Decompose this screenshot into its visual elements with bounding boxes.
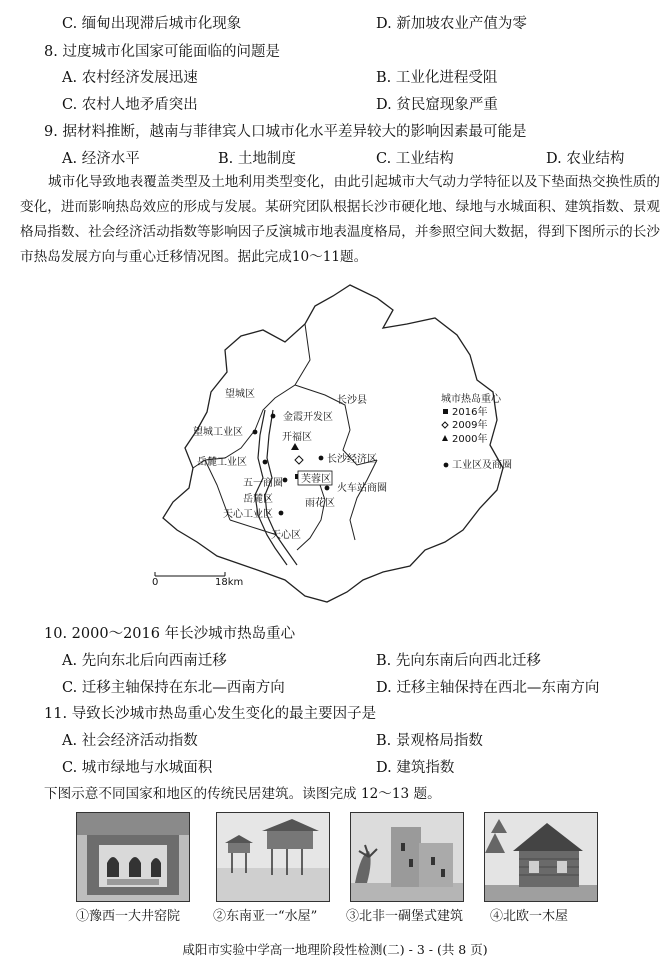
legend-title: 城市热岛重心 [441, 394, 501, 405]
district-boundary [350, 460, 377, 540]
q10-stem: 10. 2000～2016 年长沙城市热岛重心 [44, 626, 296, 642]
q8-option-d: D. 贫民窟现象严重 [376, 97, 498, 113]
legend-2009: 2009年 [452, 420, 488, 431]
scale-zero: 0 [152, 577, 159, 588]
q8-option-b: B. 工业化进程受阻 [376, 70, 498, 86]
passage-dwellings: 下图示意不同国家和地区的传统民居建筑。读图完成 12～13 题。 [44, 786, 441, 802]
caption-photo-2: ②东南亚一“水屋” [213, 909, 318, 924]
caption-photo-3: ③北非一碉堡式建筑 [346, 909, 464, 924]
caption-photo-4: ④北欧一木屋 [490, 909, 569, 924]
label-tianxin: 天心区 [271, 530, 301, 541]
q10-option-b: B. 先向东南后向西北迁移 [376, 653, 541, 669]
label-furong: 芙蓉区 [301, 474, 331, 485]
industry-dot [253, 430, 258, 435]
label-yuelu: 岳麓区 [243, 494, 273, 505]
legend-industry-marker [444, 463, 449, 468]
label-yuhua-1: 雨花区 [305, 498, 335, 509]
scale-distance: 18km [215, 577, 244, 588]
caption-photo-1: ①豫西一大井窑院 [76, 909, 181, 924]
q9-option-b: B. 土地制度 [218, 151, 296, 167]
industry-dot [271, 414, 276, 419]
label-changsha-county: 长沙县 [337, 395, 367, 406]
label-yuelu-industrial: 岳麓工业区 [197, 457, 247, 468]
legend-2000: 2000年 [452, 434, 488, 445]
label-kaifu: 开福区 [282, 432, 312, 443]
legend-2016-marker [443, 409, 448, 414]
q9-option-d: D. 农业结构 [546, 151, 625, 167]
q7-option-c: C. 缅甸出现滞后城市化现象 [62, 16, 242, 32]
industry-dot [283, 478, 288, 483]
photo-wooden-house [484, 812, 598, 902]
q11-option-b: B. 景观格局指数 [376, 733, 483, 749]
q10-option-a: A. 先向东北后向西南迁移 [62, 653, 227, 669]
q7-option-d: D. 新加坡农业产值为零 [376, 16, 527, 32]
passage-heat-island: 城市化导致地表覆盖类型及土地利用类型变化，由此引起城市大气动力学特征以及下垫面热交换性质的变化，进而影响热岛效应的形成与发展。某研究团队根据长沙市硬化地、绿地与水城面积、建筑指数、景观格局指数、社会经济活动指数等影响因子反演城市地表温度格局，并参照空间大数据，得到下图所示的长沙市热岛发展方向与重心迁移情况图。据此完成10～11题。 [20, 174, 660, 265]
label-wangcheng-industrial: 望城工业区 [193, 427, 243, 438]
page-footer: 咸阳市实验中学高一地理阶段性检测(二) - 3 - (共 8 页) [182, 942, 488, 957]
changsha-heat-island-map [145, 280, 525, 605]
photo-fortress-building [350, 812, 464, 902]
legend-2009-marker [442, 422, 448, 428]
label-wangcheng: 望城区 [225, 389, 255, 400]
label-wuyi: 五一商圈 [243, 478, 283, 489]
label-econ-zone: 长沙经济区 [327, 454, 377, 465]
q8-option-a: A. 农村经济发展迅速 [62, 70, 198, 86]
photo-cave-dwelling [76, 812, 190, 902]
centroid-2000 [291, 443, 299, 450]
centroid-2009 [295, 456, 303, 464]
q8-option-c: C. 农村人地矛盾突出 [62, 97, 198, 113]
q8-stem: 8. 过度城市化国家可能面临的问题是 [44, 44, 280, 60]
industry-dot [325, 486, 330, 491]
q10-option-d: D. 迁移主轴保持在西北—东南方向 [376, 680, 600, 696]
industry-dot [319, 456, 324, 461]
q10-option-c: C. 迁移主轴保持在东北—西南方向 [62, 680, 285, 696]
q9-option-c: C. 工业结构 [376, 151, 454, 167]
industry-dot [263, 460, 268, 465]
label-jinxia: 金霞开发区 [283, 412, 333, 423]
q11-option-d: D. 建筑指数 [376, 760, 455, 776]
q11-option-c: C. 城市绿地与水城面积 [62, 760, 213, 776]
legend-2016: 2016年 [452, 407, 488, 418]
district-boundary [297, 478, 325, 550]
legend-industry: 工业区及商圈 [452, 460, 512, 471]
label-station: 火车站商圈 [337, 483, 387, 494]
label-tianxin-industrial: 天心工业区 [223, 509, 273, 520]
q9-stem: 9. 据材料推断，越南与菲律宾人口城市化水平差异较大的影响因素最可能是 [44, 124, 527, 140]
q9-option-a: A. 经济水平 [62, 151, 140, 167]
q11-stem: 11. 导致长沙城市热岛重心发生变化的最主要因子是 [44, 706, 377, 722]
industry-dot [279, 511, 284, 516]
q11-option-a: A. 社会经济活动指数 [62, 733, 198, 749]
photo-water-house [216, 812, 330, 902]
legend-2000-marker [442, 435, 448, 441]
